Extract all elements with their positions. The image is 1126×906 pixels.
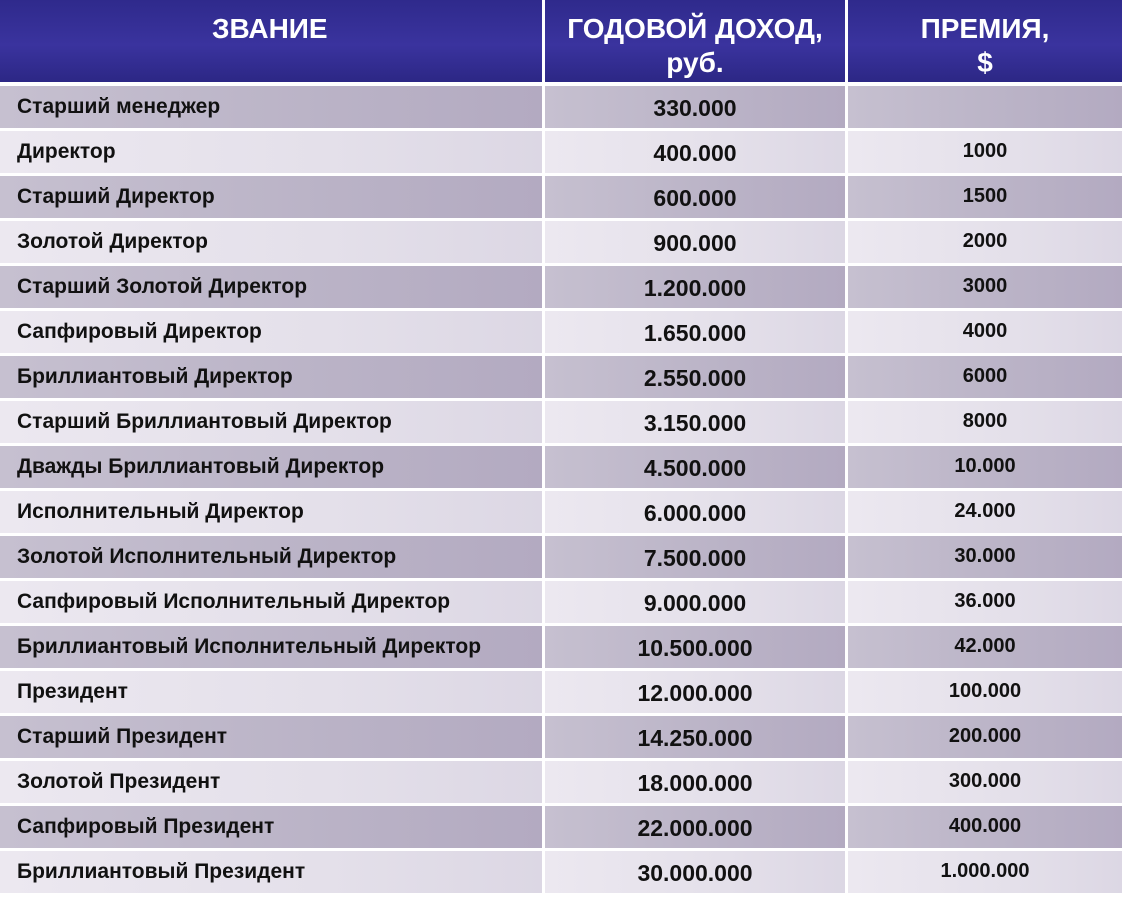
cell-bonus: 300.000 xyxy=(848,761,1122,806)
header-income-line2: руб. xyxy=(666,47,724,78)
cell-income: 400.000 xyxy=(545,131,848,176)
cell-income: 1.650.000 xyxy=(545,311,848,356)
cell-bonus: 1000 xyxy=(848,131,1122,176)
cell-income: 3.150.000 xyxy=(545,401,848,446)
cell-rank: Старший Бриллиантовый Директор xyxy=(0,401,545,446)
cell-bonus: 10.000 xyxy=(848,446,1122,491)
cell-bonus: 1500 xyxy=(848,176,1122,221)
cell-bonus: 6000 xyxy=(848,356,1122,401)
table-row xyxy=(0,716,1122,761)
cell-income: 14.250.000 xyxy=(545,716,848,761)
cell-bonus: 8000 xyxy=(848,401,1122,446)
cell-income: 1.200.000 xyxy=(545,266,848,311)
header-income xyxy=(545,0,848,86)
cell-rank: Дважды Бриллиантовый Директор xyxy=(0,446,545,491)
cell-income: 9.000.000 xyxy=(545,581,848,626)
cell-rank: Золотой Исполнительный Директор xyxy=(0,536,545,581)
cell-income: 600.000 xyxy=(545,176,848,221)
cell-bonus: 1.000.000 xyxy=(848,851,1122,896)
cell-income: 7.500.000 xyxy=(545,536,848,581)
cell-rank: Президент xyxy=(0,671,545,716)
cell-rank: Старший менеджер xyxy=(0,86,545,131)
cell-rank: Старший Золотой Директор xyxy=(0,266,545,311)
cell-rank: Золотой Президент xyxy=(0,761,545,806)
cell-income: 12.000.000 xyxy=(545,671,848,716)
cell-rank: Сапфировый Директор xyxy=(0,311,545,356)
cell-income: 30.000.000 xyxy=(545,851,848,896)
header-bonus-line2: $ xyxy=(977,47,993,78)
cell-rank: Сапфировый Исполнительный Директор xyxy=(0,581,545,626)
table-row xyxy=(0,806,1122,851)
table-row xyxy=(0,671,1122,716)
cell-income: 10.500.000 xyxy=(545,626,848,671)
table-row xyxy=(0,266,1122,311)
table-row xyxy=(0,86,1122,131)
table-row xyxy=(0,311,1122,356)
cell-income: 330.000 xyxy=(545,86,848,131)
cell-bonus: 42.000 xyxy=(848,626,1122,671)
cell-bonus: 2000 xyxy=(848,221,1122,266)
table-body xyxy=(0,86,1122,896)
cell-income: 6.000.000 xyxy=(545,491,848,536)
table-header xyxy=(0,0,1122,86)
table-row xyxy=(0,761,1122,806)
table-row xyxy=(0,356,1122,401)
cell-rank: Старший Президент xyxy=(0,716,545,761)
cell-rank: Золотой Директор xyxy=(0,221,545,266)
cell-rank: Исполнительный Директор xyxy=(0,491,545,536)
cell-bonus: 3000 xyxy=(848,266,1122,311)
table-row xyxy=(0,131,1122,176)
cell-rank: Бриллиантовый Президент xyxy=(0,851,545,896)
table-row xyxy=(0,626,1122,671)
header-rank xyxy=(0,0,545,86)
header-rank-label: ЗВАНИЕ xyxy=(212,13,328,44)
cell-bonus: 30.000 xyxy=(848,536,1122,581)
header-income-line1: ГОДОВОЙ ДОХОД, xyxy=(567,13,823,44)
cell-bonus: 400.000 xyxy=(848,806,1122,851)
cell-rank: Бриллиантовый Исполнительный Директор xyxy=(0,626,545,671)
table-row xyxy=(0,851,1122,896)
table-row xyxy=(0,221,1122,266)
table-row xyxy=(0,176,1122,221)
cell-rank: Старший Директор xyxy=(0,176,545,221)
cell-bonus: 200.000 xyxy=(848,716,1122,761)
table-row xyxy=(0,536,1122,581)
table-row xyxy=(0,581,1122,626)
cell-bonus: 36.000 xyxy=(848,581,1122,626)
cell-bonus xyxy=(848,86,1122,131)
table-row xyxy=(0,491,1122,536)
table-row xyxy=(0,446,1122,491)
cell-income: 2.550.000 xyxy=(545,356,848,401)
cell-income: 22.000.000 xyxy=(545,806,848,851)
cell-income: 900.000 xyxy=(545,221,848,266)
header-bonus xyxy=(848,0,1122,86)
cell-rank: Бриллиантовый Директор xyxy=(0,356,545,401)
cell-income: 4.500.000 xyxy=(545,446,848,491)
table-row xyxy=(0,401,1122,446)
cell-rank: Директор xyxy=(0,131,545,176)
cell-income: 18.000.000 xyxy=(545,761,848,806)
cell-bonus: 4000 xyxy=(848,311,1122,356)
header-bonus-line1: ПРЕМИЯ, xyxy=(920,13,1050,44)
cell-rank: Сапфировый Президент xyxy=(0,806,545,851)
cell-bonus: 24.000 xyxy=(848,491,1122,536)
header-row xyxy=(0,0,1122,86)
cell-bonus: 100.000 xyxy=(848,671,1122,716)
